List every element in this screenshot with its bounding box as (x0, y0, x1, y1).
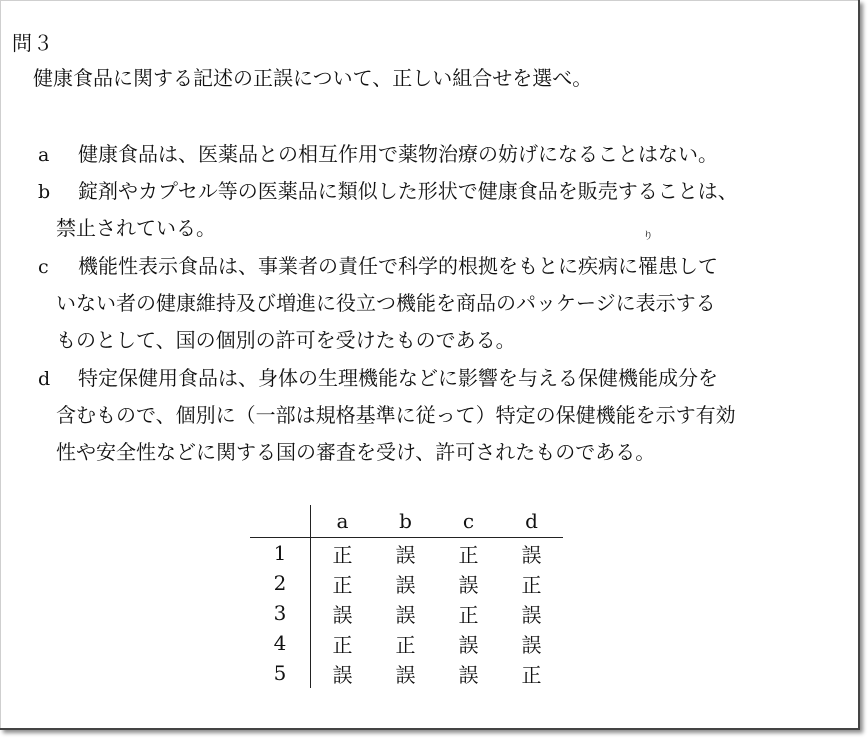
option-cell: 正 (521, 572, 542, 597)
statement-line (38, 173, 828, 210)
option-number: 3 (250, 598, 311, 628)
page-edge (0, 0, 858, 1)
option-cell: 正 (332, 572, 353, 597)
option-cell: 正 (521, 662, 542, 687)
statement-b (38, 173, 828, 247)
option-cell: 正 (395, 632, 416, 657)
statement-text: 性や安全性などに関する国の審査を受け、許可されたものである。 (56, 440, 656, 464)
answer-option-row (250, 598, 563, 628)
statement-letter: c (38, 256, 49, 278)
statement-text: いない者の健康維持及び増進に役立つ機能を商品のパッケージに表示する (56, 291, 716, 315)
option-number: 4 (250, 628, 311, 658)
answer-option-row (250, 658, 563, 688)
option-cell: 誤 (332, 662, 353, 687)
option-cell: 正 (458, 542, 479, 567)
statement-line (38, 434, 828, 471)
ruby-reading: り (643, 231, 653, 242)
header-cell-a: a (336, 509, 349, 533)
option-cell: 正 (332, 542, 353, 567)
statement-letter: d (38, 368, 51, 390)
answer-table-corner (250, 505, 311, 538)
statement-letter: b (38, 181, 51, 203)
option-cell: 誤 (458, 632, 479, 657)
answer-table-header-row (250, 505, 563, 538)
statement-c (38, 231, 828, 359)
option-cell: 誤 (458, 572, 479, 597)
statement-line (38, 285, 828, 322)
statement-line (38, 360, 828, 397)
option-cell: 誤 (521, 632, 542, 657)
option-number: 1 (250, 538, 311, 569)
statement-line (38, 210, 828, 247)
statement-line (38, 136, 828, 173)
header-cell-d: d (525, 509, 538, 533)
option-cell: 正 (332, 632, 353, 657)
statement-line (38, 322, 828, 359)
statement-text: 錠剤やカプセル等の医薬品に類似した形状で健康食品を販売することは、 (78, 179, 738, 203)
question-number: 問３ (12, 31, 54, 55)
statement-text: 禁止されている。 (56, 216, 216, 240)
answer-option-row (250, 538, 563, 569)
question-instruction: 健康食品に関する記述の正誤について、正しい組合せを選べ。 (33, 66, 593, 90)
statement-letter: a (38, 144, 50, 166)
page-edge (0, 0, 1, 728)
option-cell: 正 (458, 602, 479, 627)
option-number: 2 (250, 568, 311, 598)
ruby-base: 罹 (638, 254, 658, 278)
answer-option-row (250, 568, 563, 598)
statement-line (38, 231, 828, 285)
statement-a (38, 136, 828, 173)
option-cell: 誤 (458, 662, 479, 687)
statement-text: 機能性表示食品は、事業者の責任で科学的根拠をもとに疾病に (78, 254, 638, 278)
answer-option-row (250, 628, 563, 658)
statement-d (38, 360, 828, 471)
statement-text: 患して (658, 254, 718, 278)
option-cell: 誤 (521, 542, 542, 567)
header-cell-b: b (399, 509, 412, 533)
option-cell: 誤 (332, 602, 353, 627)
statement-text: ものとして、国の個別の許可を受けたものである。 (56, 328, 516, 352)
option-number: 5 (250, 658, 311, 688)
option-cell: 誤 (395, 572, 416, 597)
statement-line (38, 397, 828, 434)
option-cell: 誤 (395, 602, 416, 627)
header-cell-c: c (462, 509, 475, 533)
option-cell: 誤 (395, 662, 416, 687)
statement-text: 健康食品は、医薬品との相互作用で薬物治療の妨げになることはない。 (78, 142, 718, 166)
statement-text: 含むもので、個別に（一部は規格基準に従って）特定の保健機能を示す有効 (56, 403, 736, 427)
option-cell: 誤 (395, 542, 416, 567)
ruby-annotation (638, 231, 658, 285)
statement-text: 特定保健用食品は、身体の生理機能などに影響を与える保健機能成分を (78, 366, 718, 390)
option-cell: 誤 (521, 602, 542, 627)
answer-table (250, 505, 563, 688)
